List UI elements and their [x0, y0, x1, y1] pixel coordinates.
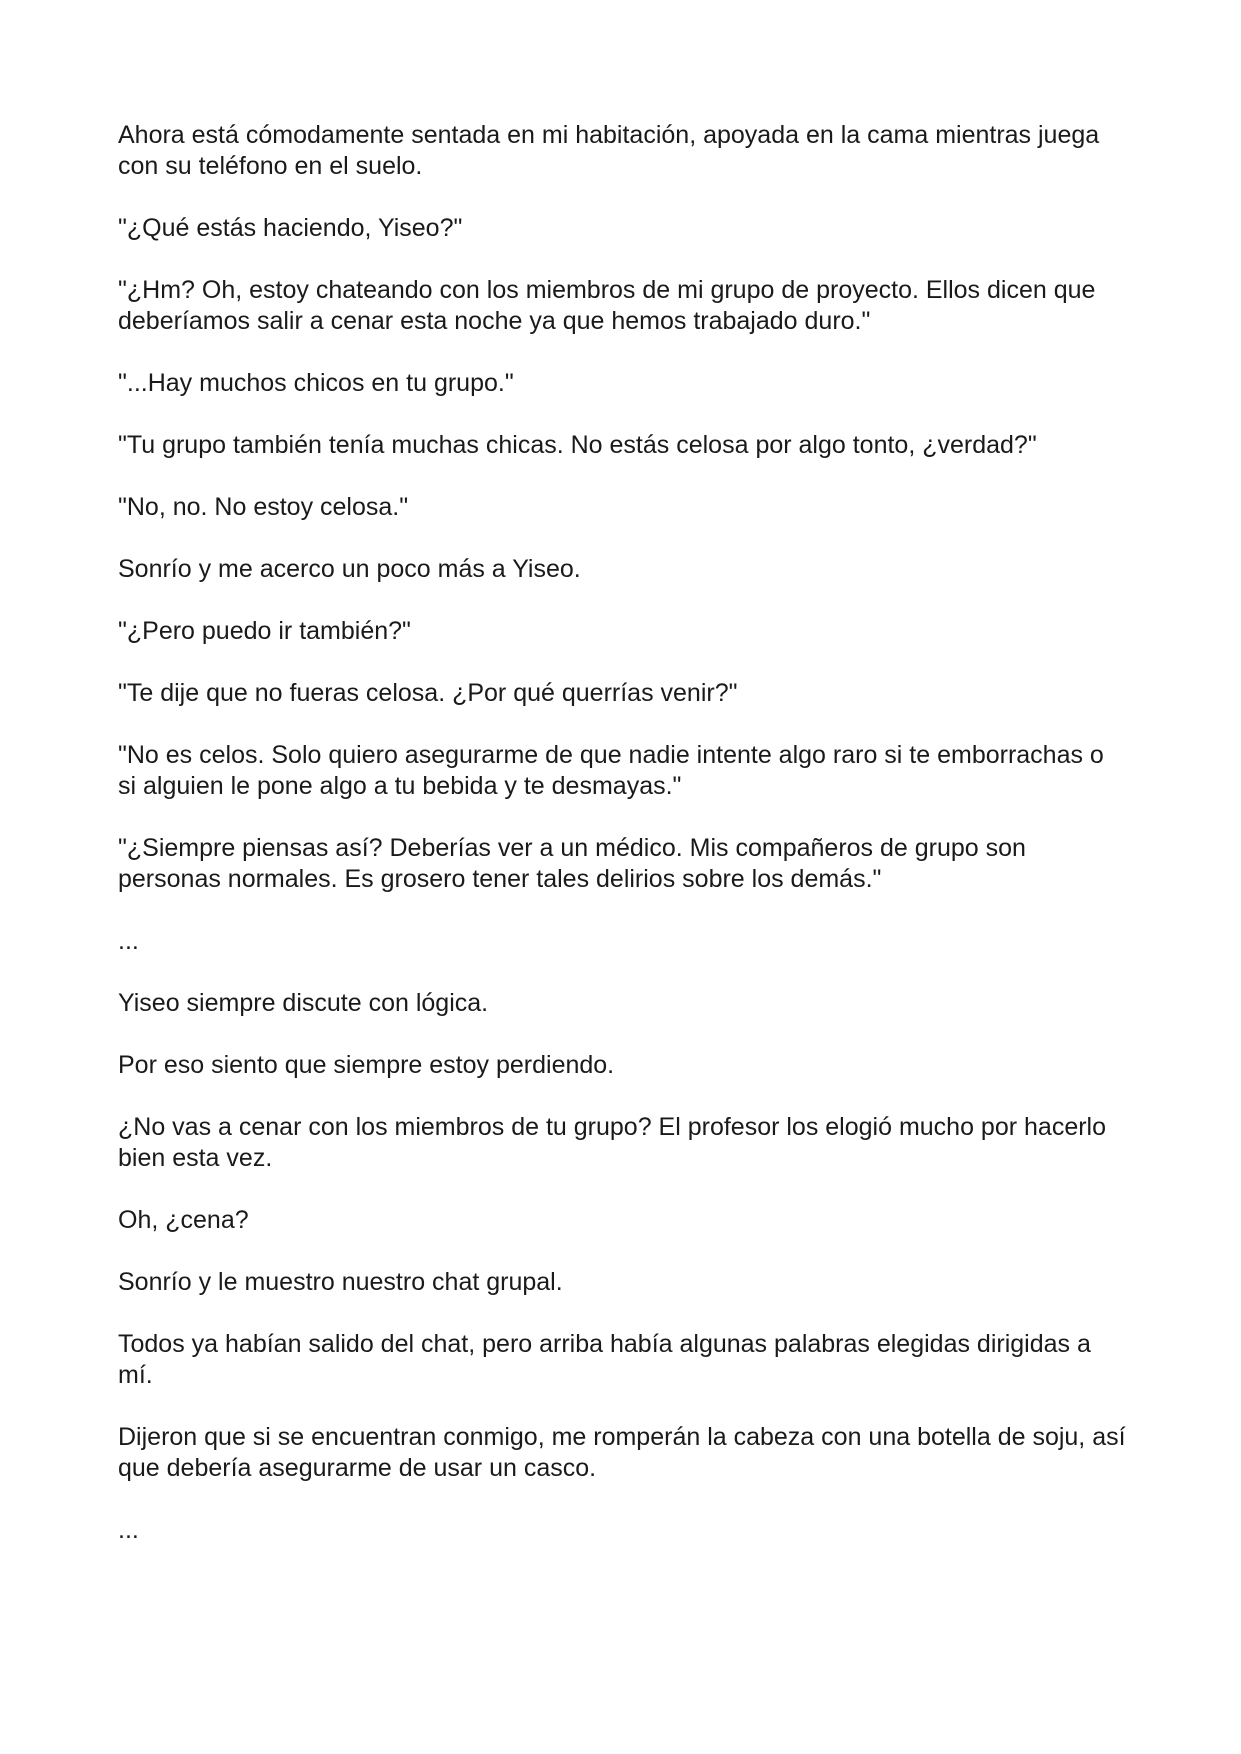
paragraph: "¿Qué estás haciendo, Yiseo?"	[118, 214, 463, 242]
paragraph: "No es celos. Solo quiero asegurarme de que nadie intente algo raro si te emborrachas o si alguien le pone algo a tu bebida y te desmayas."	[118, 741, 1104, 800]
paragraph: "...Hay muchos chicos en tu grupo."	[118, 369, 514, 397]
paragraph: "¿Pero puedo ir también?"	[118, 617, 411, 645]
paragraph: Sonrío y me acerco un poco más a Yiseo.	[118, 555, 581, 583]
paragraph: Oh, ¿cena?	[118, 1206, 249, 1234]
paragraph: ¿No vas a cenar con los miembros de tu grupo? El profesor los elogió mucho por hacerlo bien esta vez.	[118, 1113, 1107, 1172]
paragraph: Por eso siento que siempre estoy perdiendo.	[118, 1051, 615, 1079]
paragraph: Yiseo siempre discute con lógica.	[118, 989, 489, 1017]
paragraph: ...	[118, 1516, 139, 1544]
paragraph: "No, no. No estoy celosa."	[118, 493, 409, 521]
paragraph: "Tu grupo también tenía muchas chicas. No estás celosa por algo tonto, ¿verdad?"	[118, 431, 1037, 459]
paragraph: Todos ya habían salido del chat, pero arriba había algunas palabras elegidas dirigidas a mí.	[118, 1330, 1091, 1389]
paragraph: Dijeron que si se encuentran conmigo, me romperán la cabeza con una botella de soju, así que debería asegurarme de usar un casco.	[118, 1423, 1126, 1482]
paragraph: Sonrío y le muestro nuestro chat grupal.	[118, 1268, 563, 1296]
document-text	[118, 120, 1128, 1577]
paragraph: "¿Hm? Oh, estoy chateando con los miembros de mi grupo de proyecto. Ellos dicen que deberíamos salir a cenar esta noche ya que hemos trabajado duro."	[118, 276, 1096, 335]
paragraph: "¿Siempre piensas así? Deberías ver a un médico. Mis compañeros de grupo son personas normales. Es grosero tener tales delirios sobre los demás."	[118, 834, 1026, 893]
paragraph: "Te dije que no fueras celosa. ¿Por qué querrías venir?"	[118, 679, 738, 707]
paragraph: ...	[118, 927, 139, 955]
paragraph: Ahora está cómodamente sentada en mi habitación, apoyada en la cama mientras juega con su teléfono en el suelo.	[118, 121, 1100, 180]
